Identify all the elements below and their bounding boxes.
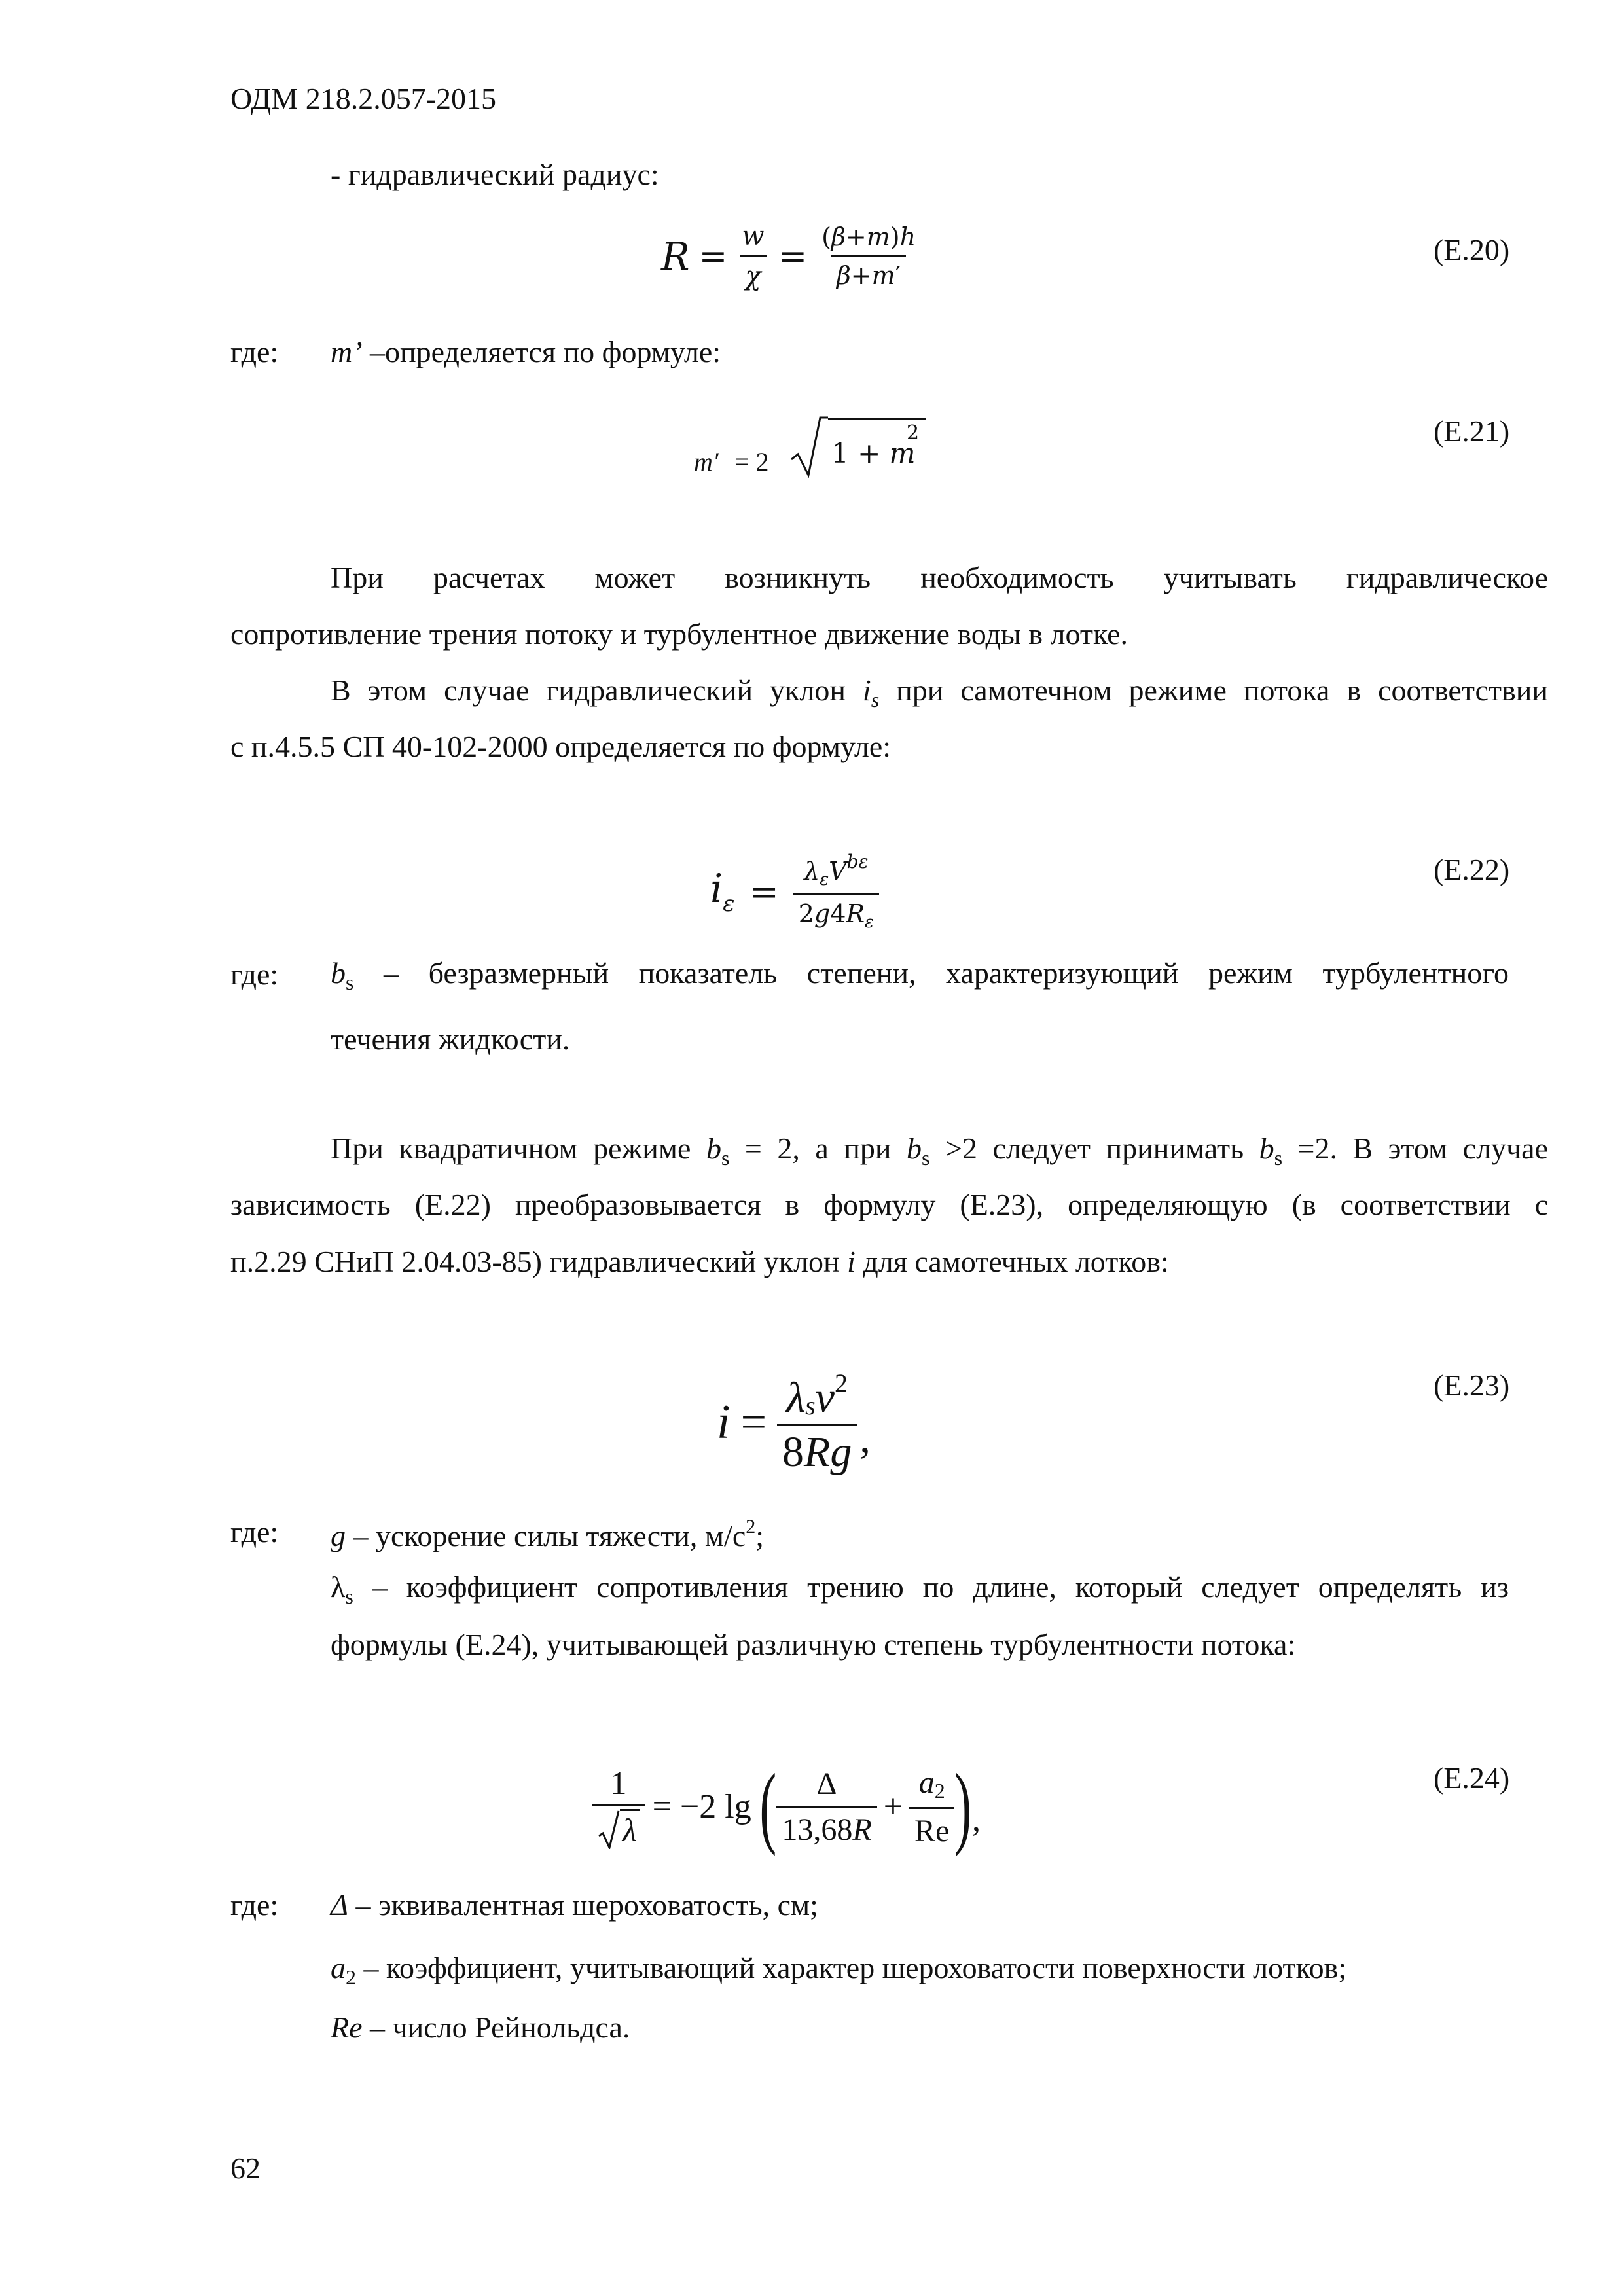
paragraph-slope-line1: В этом случае гидравлический уклон $i_s$ при самотечном режиме потока в соответствии (331, 673, 1548, 711)
bs-definition-line2: течения жидкости. (331, 1022, 570, 1056)
hydraulic-radius-intro: - гидравлический радиус: (331, 158, 659, 191)
paragraph-quadratic-line2: зависимость (Е.22) преобразовывается в формулу (Е.23), определяющую (в соответствии с (230, 1188, 1548, 1221)
equation-number-e24: (Е.24) (1434, 1761, 1510, 1795)
equation-number-e21: (Е.21) (1434, 414, 1510, 448)
paragraph-slope-line2: с п.4.5.5 СП 40-102-2000 определяется по формуле: (230, 730, 892, 763)
where-label: где: (230, 335, 279, 368)
delta-definition: Δ – эквивалентная шероховатость, см; (331, 1888, 818, 1922)
equation-number-e23: (Е.23) (1434, 1369, 1510, 1402)
m-prime-definition: m’ –определяется по формуле: (331, 335, 721, 368)
formula-e22: $i_\varepsilon$ = $\frac{\lambda_\varepsilon V^{b\varepsilon}}{2g4R_\varepsilon}$ (710, 851, 879, 932)
lambda-definition-line1: $\lambda_s$ – коэффициент сопротивления трению по длине, который следует определять из (331, 1570, 1509, 1608)
formula-e23: i = $\frac{\lambda sv^2}{8Rg}$ , (717, 1369, 871, 1476)
where-label: где: (230, 958, 279, 991)
paragraph-friction-line2: сопротивление трения потоку и турбулентное движение воды в лотке. (230, 617, 1128, 651)
where-label: где: (230, 1888, 279, 1922)
bs-definition-line1: $b_s$ – безразмерный показатель степени, характеризующий режим турбулентного (331, 956, 1509, 994)
paragraph-quadratic-line3: п.2.29 СНиП 2.04.03-85) гидравлический уклон i для самотечных лотков: (230, 1245, 1169, 1278)
where-label: где: (230, 1515, 279, 1549)
re-definition: Re – число Рейнольдса. (331, 2011, 630, 2044)
lambda-definition-line2: формулы (Е.24), учитывающей различную степень турбулентности потока: (331, 1628, 1296, 1661)
a2-definition: $a_2$ – коэффициент, учитывающий характер шероховатости поверхности лотков; (331, 1951, 1347, 1989)
formula-e24: $\frac{1}{\lambda}$ = −2 lg ( $\frac{\Delta}{13,68R}$ + $\frac{a2}{Re}$ ) , (592, 1761, 981, 1852)
paragraph-friction-line1: При расчетах может возникнуть необходимость учитывать гидравлическое (331, 561, 1548, 594)
m-prime-symbol: m’ (331, 335, 363, 368)
paragraph-quadratic-line1: При квадратичном режиме $b_s = 2$, а при $b_s >2$ следует принимать $b_s =2$. В этом случае (331, 1132, 1548, 1170)
document-code-header: ОДМ 218.2.057-2015 (230, 82, 497, 115)
equation-number-e20: (Е.20) (1434, 233, 1510, 266)
g-definition: g – ускорение силы тяжести, $м/с^2$; (331, 1516, 765, 1552)
formula-e20: R = $\frac{w}{\chi}$ = $\frac{(\beta+m)h}{\beta+m'}$ (661, 221, 916, 291)
formula-e21: m′ = 2 1 + m 2 (694, 399, 929, 478)
page-number: 62 (230, 2151, 261, 2185)
equation-number-e22: (Е.22) (1434, 853, 1510, 886)
